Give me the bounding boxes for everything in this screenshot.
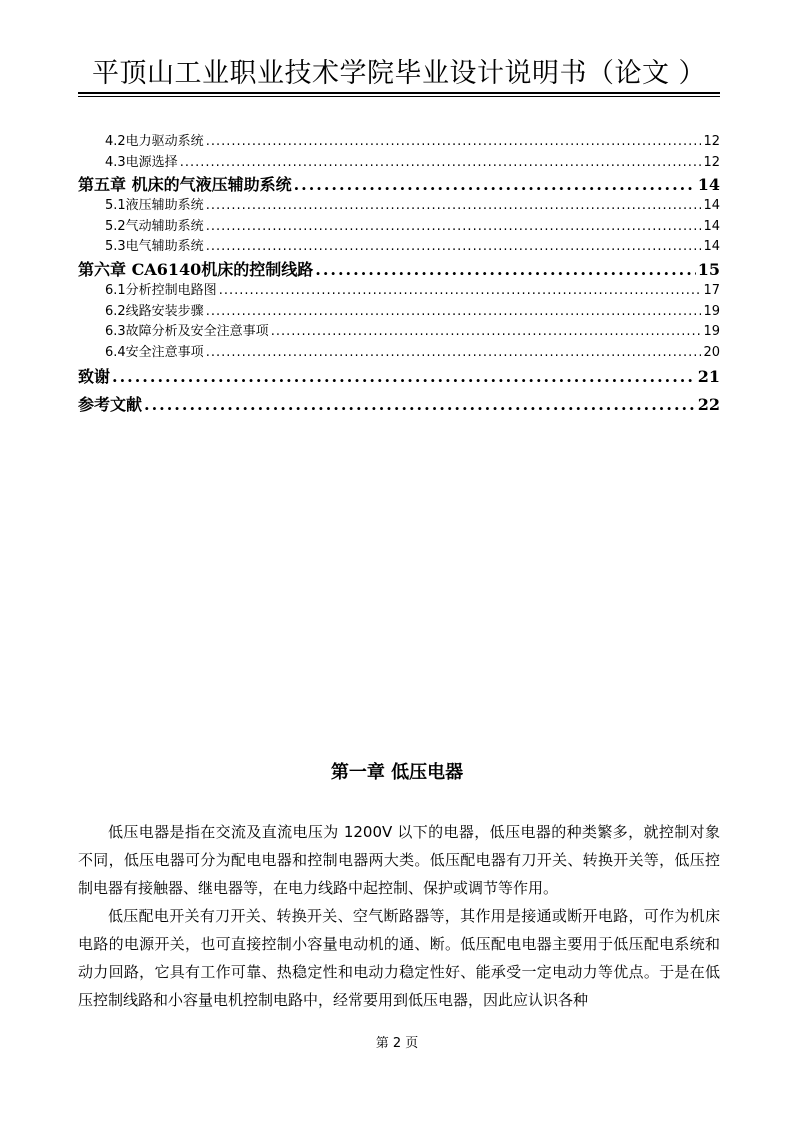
body-paragraph: 低压电器是指在交流及直流电压为 1200V 以下的电器，低压电器的种类繁多，就控制对象不同，低压电器可分为配电电器和控制电器两大类。低压配电器有刀开关、转换开关等，低压控制电器有接触器、继电器等，在电力线路中起控制、保护或调节等作用。 xyxy=(78,823,720,897)
page-number: 第 2 页 xyxy=(375,1036,419,1051)
toc-entry-page: 14 xyxy=(703,239,720,255)
page-footer xyxy=(0,1032,794,1051)
toc-entry-title: 参考文献 xyxy=(78,395,143,415)
body-paragraph: 低压配电开关有刀开关、转换开关、空气断路器等，其作用是接通或断开电路，可作为机床电路的电源开关，也可直接控制小容量电动机的通、断。低压配电电器主要用于低压配电系统和动力回路，它具有工作可靠、热稳定性和电动力稳定性好、能承受一定电动力等优点。于是在低压控制线路和小容量电机控制电路中，经常要用到低压电器，因此应认识各种 xyxy=(78,907,720,1009)
toc-section-entry[interactable] xyxy=(78,217,720,238)
toc-entry-title: 第五章 机床的气液压辅助系统 xyxy=(78,175,292,195)
toc-entry-title: 5.2气动辅助系统 xyxy=(105,218,204,234)
toc-leader-dots xyxy=(206,302,702,323)
toc-chapter-entry[interactable] xyxy=(78,363,720,391)
toc-section-entry[interactable] xyxy=(78,237,720,258)
toc-section-entry[interactable] xyxy=(78,302,720,323)
toc-leader-dots xyxy=(206,217,702,238)
toc-entry-page: 15 xyxy=(697,259,720,279)
toc-chapter-entry[interactable] xyxy=(78,258,720,281)
toc-entry-title: 第六章 CA6140机床的控制线路 xyxy=(78,259,314,279)
toc-leader-dots xyxy=(144,391,696,419)
chapter-title: 第一章 低压电器 xyxy=(330,762,464,783)
toc-leader-dots xyxy=(271,322,702,343)
toc-chapter-entry[interactable] xyxy=(78,391,720,419)
toc-entry-title: 致谢 xyxy=(78,367,111,387)
header-rule-thick xyxy=(78,92,720,94)
table-of-contents xyxy=(78,132,720,419)
toc-entry-page: 14 xyxy=(703,218,720,234)
toc-entry-title: 4.2电力驱动系统 xyxy=(105,134,204,149)
toc-leader-dots xyxy=(206,196,702,217)
toc-entry-page: 12 xyxy=(703,154,720,170)
toc-section-entry[interactable] xyxy=(78,343,720,364)
toc-section-entry[interactable] xyxy=(78,196,720,217)
toc-leader-dots xyxy=(206,132,702,153)
toc-leader-dots xyxy=(206,343,702,364)
toc-entry-title: 6.1分析控制电路图 xyxy=(105,282,217,298)
toc-section-entry[interactable] xyxy=(78,132,720,153)
document-header xyxy=(78,56,720,92)
toc-entry-page: 19 xyxy=(703,303,720,319)
toc-section-entry[interactable] xyxy=(78,322,720,343)
toc-entry-title: 5.1液压辅助系统 xyxy=(105,198,204,214)
header-title: 平顶山工业职业技术学院毕业设计说明书（论文 ） xyxy=(91,58,707,89)
toc-leader-dots xyxy=(294,173,696,196)
toc-leader-dots xyxy=(219,281,702,302)
toc-entry-title: 6.4安全注意事项 xyxy=(105,344,204,360)
toc-leader-dots xyxy=(180,153,702,174)
toc-leader-dots xyxy=(315,258,695,281)
toc-entry-title: 6.3故障分析及安全注意事项 xyxy=(105,324,269,340)
toc-leader-dots xyxy=(112,363,696,391)
toc-entry-page: 14 xyxy=(697,175,720,195)
toc-leader-dots xyxy=(206,237,702,258)
header-rule-thin xyxy=(78,96,720,97)
toc-entry-title: 6.2线路安装步骤 xyxy=(105,303,204,319)
toc-entry-page: 22 xyxy=(697,395,720,415)
toc-entry-page: 14 xyxy=(703,198,720,214)
toc-entry-page: 17 xyxy=(703,282,720,298)
toc-entry-title: 5.3电气辅助系统 xyxy=(105,239,204,255)
toc-entry-title: 4.3电源选择 xyxy=(105,154,178,170)
chapter-body xyxy=(78,818,720,1014)
toc-chapter-entry[interactable] xyxy=(78,173,720,196)
toc-entry-page: 12 xyxy=(703,134,720,149)
toc-section-entry[interactable] xyxy=(78,153,720,174)
toc-entry-page: 19 xyxy=(703,324,720,340)
toc-section-entry[interactable] xyxy=(78,281,720,302)
toc-entry-page: 20 xyxy=(703,344,720,360)
toc-entry-page: 21 xyxy=(697,367,720,387)
